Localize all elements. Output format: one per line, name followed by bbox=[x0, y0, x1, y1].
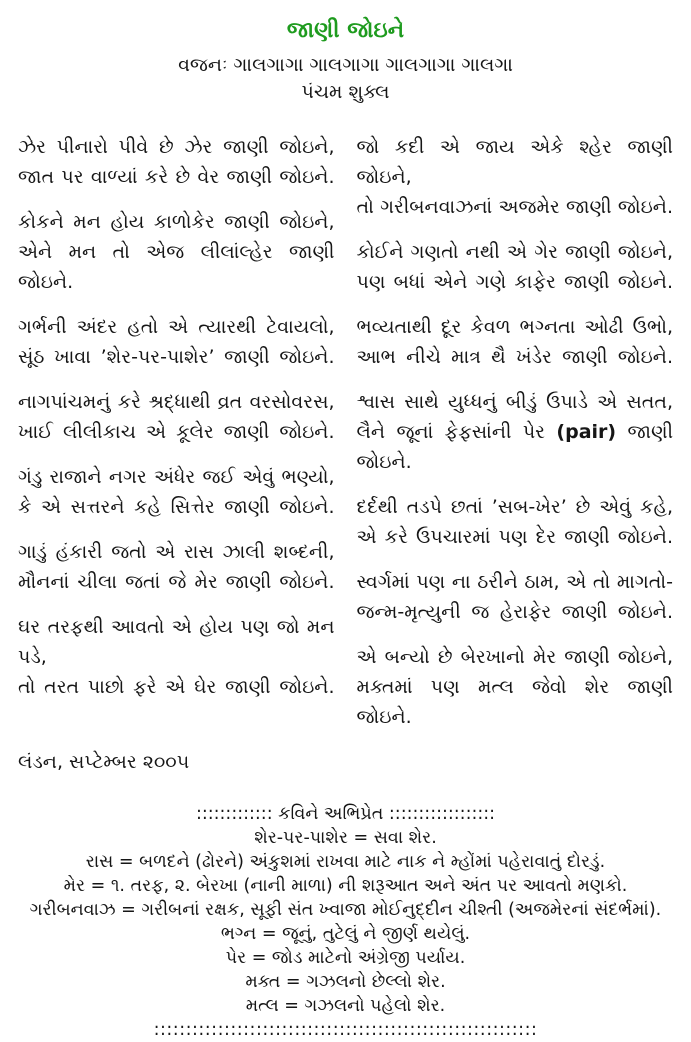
verse-line: દર્દથી તડપે છતાં ’સબ-ખેર’ છે એવું કહે, bbox=[356, 496, 673, 518]
verse-line: ઝેર પીનારો પીવે છે ઝેર જાણી જોઇને, bbox=[18, 136, 335, 158]
couplet-7-left bbox=[18, 612, 335, 702]
verse-column-right bbox=[357, 132, 674, 747]
couplet-3-left bbox=[18, 312, 335, 372]
verse-line: ગર્ભની અંદર હતો એ ત્યારથી ટેવાયલો, bbox=[18, 316, 335, 338]
verse-line-with-english bbox=[357, 417, 674, 477]
verse-line: ભવ્યતાથી દૂર કેવળ ભગ્નતા ઓઢી ઉભો, bbox=[356, 316, 673, 338]
verse-line: કે એ સત્તરને કહે સિત્તેર જાણી જોઇને. bbox=[18, 496, 335, 518]
couplet-5-left bbox=[18, 462, 335, 522]
glossary-entry: મેર = ૧. તરફ, ૨. બેરખા (નાની માળા) ની શરૂઆત અને અંત પર આવતો મણકો. bbox=[63, 876, 628, 896]
meter-line: વજનઃ ગાલગાગા ગાલગાગા ગાલગાગા ગાલગા bbox=[178, 54, 513, 76]
author-name: પંચમ શુક્લ bbox=[301, 81, 390, 103]
verse-line: એ કરે ઉપચારમાં પણ દેર જાણી જોઇને. bbox=[356, 526, 673, 548]
place-date: લંડન, સપ્ટેમ્બર ૨૦૦૫ bbox=[18, 751, 190, 773]
couplet-6-left bbox=[18, 537, 335, 597]
couplet-5-right bbox=[357, 492, 674, 552]
verse-line: એને મન તો એજ લીલાંલ્હેર જાણી જોઇને. bbox=[18, 241, 335, 293]
verse-line: ઘર તરફથી આવતો એ હોય પણ જો મન પડે, bbox=[18, 616, 335, 668]
verse-line: નાગપાંચમનું કરે શ્રદ્ધાથી વ્રત વરસોવરસ, bbox=[18, 391, 335, 413]
couplet-2-left bbox=[18, 207, 335, 297]
verse-line: સૂંઠ ખાવા ’શેર-પર-પાશેર’ જાણી જોઇને. bbox=[18, 346, 335, 368]
verse-line: મક્તમાં પણ મત્લ જેવો શેર જાણી જોઇને. bbox=[356, 676, 673, 728]
couplet-1-left bbox=[18, 132, 335, 192]
verse-line: તો ગરીબનવાઝનાં અજમેર જાણી જોઇને. bbox=[356, 196, 673, 218]
verse-line: સ્વર્ગમાં પણ ના ઠરીને ઠામ, એ તો માગતો- bbox=[356, 571, 673, 593]
verse-line: એ બન્યો છે બેરખાનો મેર જાણી જોઇને, bbox=[356, 646, 673, 668]
glossary-bottom-rule: :::::::::::::::::::::::::::::::::::::::::::::::::::::::::::: bbox=[153, 1020, 538, 1040]
verse-line: ગાડું હંકારી જતો એ રાસ ઝાલી શબ્દની, bbox=[18, 541, 335, 563]
verse-line-segment: લૈને જૂનાં ફેફસાંની પેર bbox=[356, 421, 557, 443]
verse-line: તો તરત પાછો ફરે એ ઘેર જાણી જોઇને. bbox=[18, 676, 335, 698]
verse-line: મૌનનાં ચીલા જતાં જે મેર જાણી જોઇને. bbox=[18, 571, 335, 593]
couplet-4-right bbox=[357, 387, 674, 477]
glossary-entry: પેર = જોડ માટેનો અંગ્રેજી પર્યાય. bbox=[225, 948, 466, 968]
couplet-6-right bbox=[357, 567, 674, 627]
couplet-2-right bbox=[357, 237, 674, 297]
poem-title: જાણી જોઇને bbox=[286, 18, 405, 43]
glossary-entry: ભગ્ન = જૂનું, તુટેલું ને જીર્ણ થયેલું. bbox=[220, 924, 471, 944]
glossary-entry: રાસ = બળદને (ઢોરને) અંકુશમાં રાખવા માટે નાક ને મ્હોંમાં પહેરાવાતું દોરડું. bbox=[85, 852, 606, 872]
english-word: (pair) bbox=[556, 421, 617, 443]
verse-column-left bbox=[18, 132, 335, 747]
verse-line: આભ નીચે માત્ર થૈ ખંડેર જાણી જોઇને. bbox=[356, 346, 673, 368]
verse-line: ગંડુ રાજાને નગર અંધેર જઈ એવું ભણ્યો, bbox=[18, 466, 335, 488]
poem-header bbox=[0, 0, 691, 106]
verse-line: કોઈને ગણતો નથી એ ગેર જાણી જોઇને, bbox=[356, 241, 673, 263]
couplet-7-right bbox=[357, 642, 674, 732]
glossary-entry: શેર-પર-પાશેર = સવા શેર. bbox=[254, 828, 437, 848]
verse-line: જાત પર વાળ્યાં કરે છે વેર જાણી જોઇને. bbox=[18, 166, 335, 188]
couplet-1-right bbox=[357, 132, 674, 222]
glossary-header: ::::::::::::: કવિને અભિપ્રેત :::::::::::::::::: bbox=[195, 804, 496, 824]
verse-line: શ્વાસ સાથે યુધ્ધનું બીડું ઉપાડે એ સતત, bbox=[356, 391, 673, 413]
glossary-entry: મત્લ = ગઝલનો પહેલો શેર. bbox=[245, 996, 446, 1016]
glossary-section bbox=[0, 802, 691, 1042]
verse-line: ખાઈ લીલીકાચ એ કૂલેર જાણી જોઇને. bbox=[18, 421, 335, 443]
glossary-entry: ગરીબનવાઝ = ગરીબનાં રક્ષક, સૂફી સંત ખ્વાજા મોઈનુદ્દીન ચીશ્તી (અજમેરનાં સંદર્ભમાં). bbox=[29, 900, 662, 920]
verse-line: જો કદી એ જાય એકે શ્હેર જાણી જોઇને, bbox=[356, 136, 673, 188]
verse-line: પણ બધાં એને ગણે કાફેર જાણી જોઇને. bbox=[356, 271, 673, 293]
verses-grid bbox=[0, 132, 691, 747]
glossary-entry: મક્ત = ગઝલનો છેલ્લો શેર. bbox=[245, 972, 446, 992]
couplet-3-right bbox=[357, 312, 674, 372]
couplet-4-left bbox=[18, 387, 335, 447]
verse-line: કોકને મન હોય કાળોકેર જાણી જોઇને, bbox=[18, 211, 335, 233]
verse-line: જન્મ-મૃત્યુની જ હેરાફેર જાણી જોઇને. bbox=[356, 601, 673, 623]
verse-line-segment: જાણી જોઇને. bbox=[356, 421, 674, 473]
